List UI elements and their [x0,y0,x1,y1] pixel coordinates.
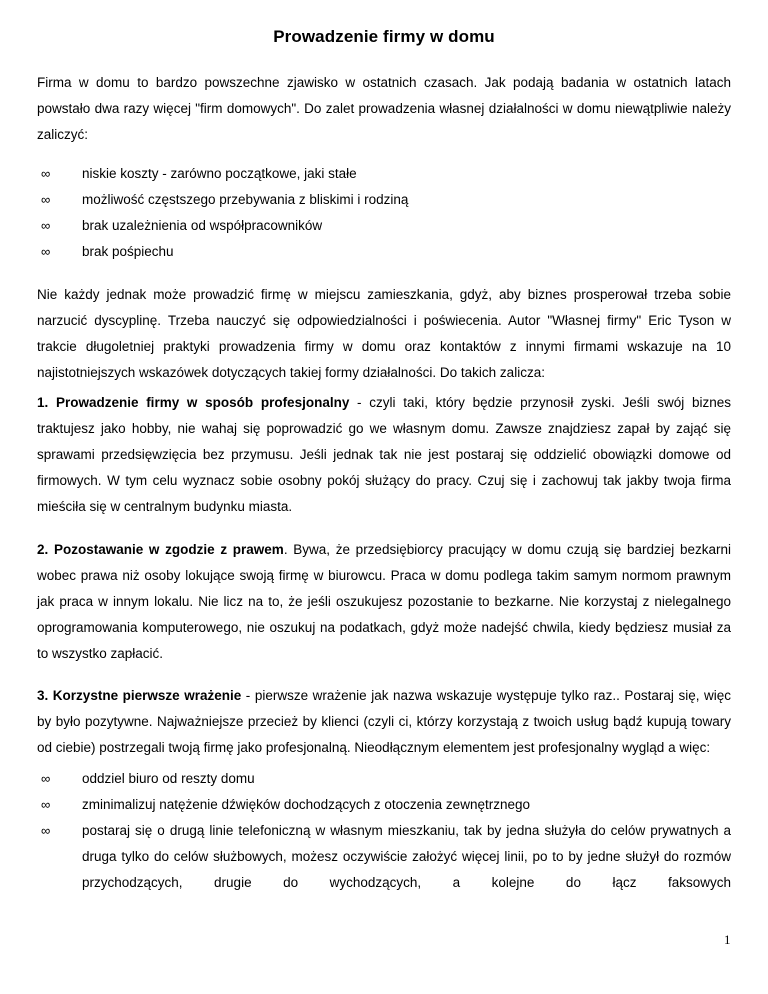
tip-3-heading: 3. Korzystne pierwsze wrażenie [37,688,242,703]
intro-text: Firma w domu to bardzo powszechne zjawisko w ostatnich czasach. Jak podają badania w ostatnich latach powstało dwa razy więcej "firm domowych". Do zalet prowadzenia własnej działalności w domu niewątpliwie należy zaliczyć: [37,75,731,142]
bullet-icon: ∞ [41,244,51,259]
tip-1 [37,390,731,520]
bullet-icon: ∞ [41,771,51,786]
page-number: 1 [724,932,731,947]
tip-1-heading: 1. Prowadzenie firmy w sposób profesjonalny [37,395,350,410]
intro-paragraph [37,70,731,148]
paragraph-2 [37,282,731,386]
tip-1-text: - czyli taki, który będzie przynosił zyski. Jeśli swój biznes traktujesz jako hobby, nie wahaj się poprowadzić go we własnym domu. Zawsze znajdziesz zapał by zająć się sprawami przedsięwzięcia bez przymusu. Jeśli jednak tak nie jest postaraj się oddzielić obowiązki domowe od firmowych. W tym celu wyznacz sobie osobny pokój służący do pracy. Czuj się i zachowuj tak jakby twoja firma mieściła się w centralnym budynku miasta. [37,395,731,514]
list-item: ∞ zminimalizuj natężenie dźwięków dochodzących z otoczenia zewnętrznego [37,792,731,818]
document-title: Prowadzenie firmy w domu [273,27,495,46]
bullet-icon: ∞ [41,823,51,838]
tip-3 [37,683,731,761]
list-item: ∞ niskie koszty - zarówno początkowe, jaki stałe [37,161,731,187]
list-item: ∞ brak pośpiechu [37,239,731,265]
list-item: ∞ brak uzależnienia od współpracowników [37,213,731,239]
list-item: ∞ możliwość częstszego przebywania z bliskimi i rodziną [37,187,731,213]
tip-2-heading: 2. Pozostawanie w zgodzie z prawem [37,542,284,557]
tip-3-text: - pierwsze wrażenie jak nazwa wskazuje występuje tylko raz.. Postaraj się, więc by było pozytywne. Najważniejsze przecież by klienci (czyli ci, którzy korzystają z twoich usług bądź kupują towary od ciebie) postrzegali twoją firmę jako profesjonalną. Nieodłącznym elementem jest profesjonalny wygląd a więc: [37,688,732,755]
paragraph-2-text: Nie każdy jednak może prowadzić firmę w miejscu zamieszkania, gdyż, aby biznes prosperował trzeba sobie narzucić dyscyplinę. Trzeba nauczyć się odpowiedzialności i poświecenia. Autor "Własnej firmy" Eric Tyson w trakcie długoletniej praktyki prowadzenia firmy w domu oraz kontaktów z innymi firmami wskazuje na 10 najistotniejszych wskazówek dotyczących takiej formy działalności. Do takich zalicza: [37,287,731,380]
list-item: ∞ postaraj się o drugą linie telefoniczną w własnym mieszkaniu, tak by jedna służyła do celów prywatnych a druga tylko do celów służbowych, możesz oczywiście założyć więcej linii, po to by jedne służył do rozmów przychodzących, drugie do wychodzących, a kolejne do łącz faksowych [37,818,731,896]
bullet-icon: ∞ [41,218,51,233]
bullet-icon: ∞ [41,192,51,207]
tip-2-text: . Bywa, że przedsiębiorcy pracujący w domu czują się bardziej bezkarni wobec prawa niż osoby lokujące swoją firmę w biurowcu. Praca w domu podlega takim samym normom prawnym jak praca w innym lokalu. Nie licz na to, że jeśli oszukujesz pozostanie to bezkarne. Nie korzystaj z nielegalnego oprogramowania komputerowego, nie oszukuj na podatkach, gdyż może nadejść chwila, kiedy będziesz musiał za to wszystko zapłacić. [37,542,731,661]
advantages-list [37,161,731,265]
impression-list [37,766,731,896]
bullet-icon: ∞ [41,797,51,812]
list-item: ∞ oddziel biuro od reszty domu [37,766,731,792]
bullet-icon: ∞ [41,166,51,181]
tip-2 [37,537,731,667]
